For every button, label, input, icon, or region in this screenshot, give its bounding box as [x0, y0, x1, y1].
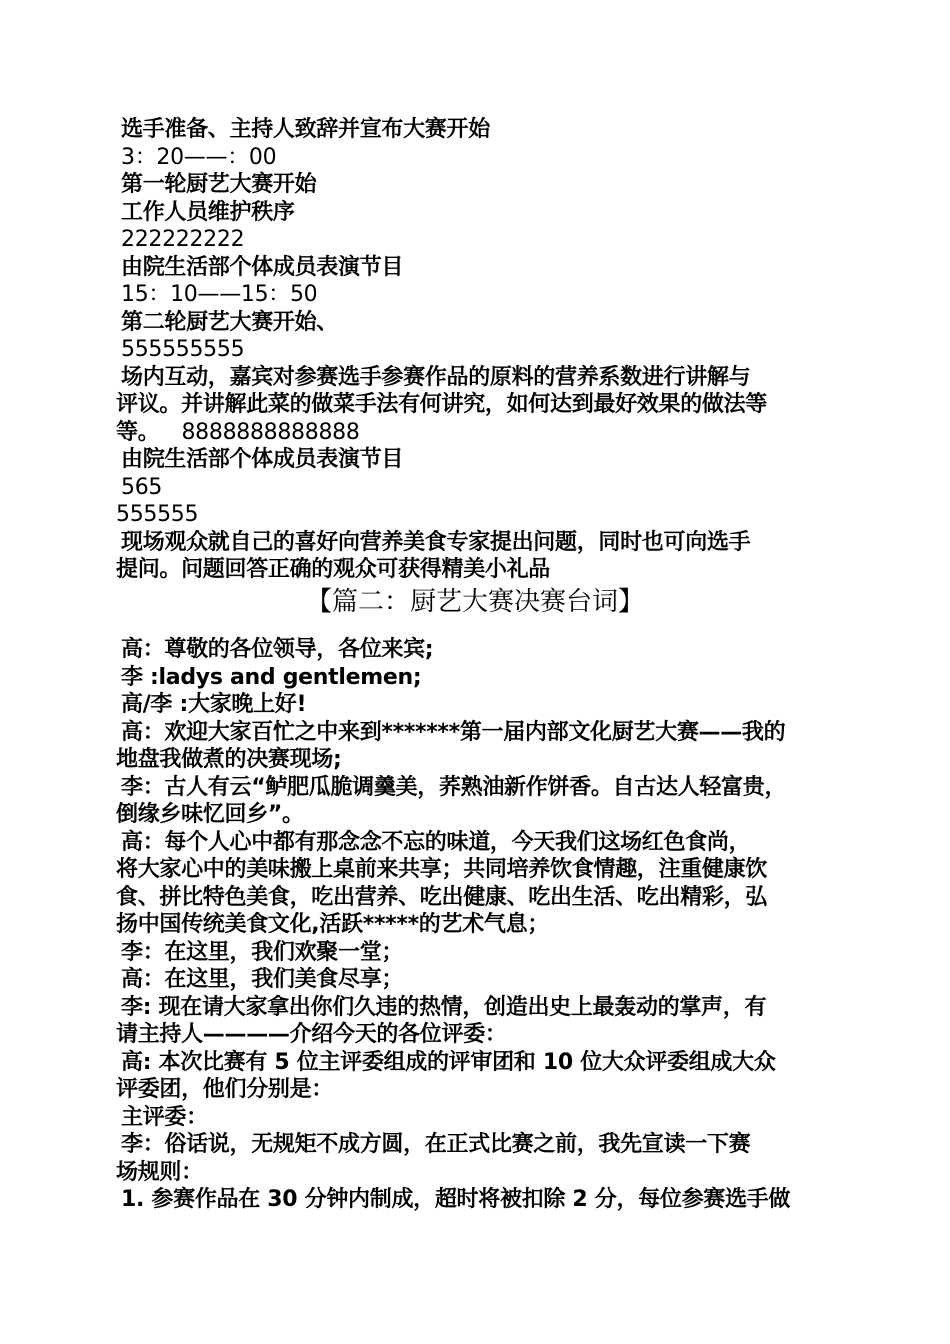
text-line [116, 419, 360, 446]
text-line: 第一轮厨艺大赛开始 [121, 172, 317, 197]
text-line: 1. 参赛作品在 30 分钟内制成，超时将被扣除 2 分，每位参赛选手做 [121, 1187, 791, 1212]
number-segment: 8888888888888 [181, 420, 360, 445]
text-line: 高：尊敬的各位领导，各位来宾; [121, 637, 434, 662]
text-line: 李：在这里，我们欢聚一堂； [121, 940, 404, 965]
text-line: 高：在这里，我们美食尽享； [121, 967, 404, 992]
text-line: 现场观众就自己的喜好向营养美食专家提出问题，同时也可向选手 [121, 530, 751, 555]
text-line: 提问。问题回答正确的观众可获得精美小礼品 [116, 557, 551, 582]
text-line: 3：20——：00 [121, 145, 277, 170]
text-line: 地盘我做煮的决赛现场; [116, 747, 342, 772]
text-line: 555555555 [121, 337, 245, 362]
text-line: 场规则： [116, 1160, 203, 1185]
section-title: 【篇二：厨艺大赛决赛台词】 [305, 587, 644, 617]
text-line: 倒缘乡味忆回乡”。 [116, 802, 304, 827]
text-line: 主评委： [121, 1105, 208, 1130]
text-line: 高：每个人心中都有那念念不忘的味道，今天我们这场红色食尚， [121, 830, 751, 855]
text-line: 李: 现在请大家拿出你们久违的热情，创造出史上最轰动的掌声，有 [121, 995, 767, 1020]
text-segment: 李 :ladys and gentlemen; [121, 665, 422, 690]
text-line: 李：俗话说，无规矩不成方圆，在正式比赛之前，我先宣读一下赛 [121, 1132, 751, 1157]
text-line: 将大家心中的美味搬上桌前来共享；共同培养饮食情趣，注重健康饮 [116, 857, 768, 882]
text-line: 评委团，他们分别是： [116, 1077, 334, 1102]
text-line: 高/李 :大家晚上好! [121, 692, 307, 717]
text-line: 李：古人有云“鲈肥瓜脆调羹美，荞熟油新作饼香。自古达人轻富贵， [121, 775, 787, 800]
text-line: 高: 本次比赛有 5 位主评委组成的评审团和 10 位大众评委组成大众 [121, 1050, 776, 1075]
text-line: 222222222 [121, 227, 245, 252]
text-line: 由院生活部个体成员表演节目 [121, 255, 404, 280]
text-line: 场内互动，嘉宾对参赛选手参赛作品的原料的营养系数进行讲解与 [121, 365, 751, 390]
text-line: 工作人员维护秩序 [121, 200, 295, 225]
text-segment: 等。 [116, 420, 160, 445]
text-line: 565 [121, 475, 163, 500]
text-line: 555555 [116, 502, 199, 527]
text-line: 第二轮厨艺大赛开始、 [121, 310, 339, 335]
text-line [121, 664, 421, 691]
text-line: 食、拼比特色美食，吃出营养、吃出健康、吃出生活、吃出精彩，弘 [116, 885, 768, 910]
text-line: 扬中国传统美食文化,活跃*****的艺术气息； [116, 912, 549, 937]
text-line: 选手准备、主持人致辞并宣布大赛开始 [121, 117, 490, 142]
text-line: 评议。并讲解此菜的做菜手法有何讲究，如何达到最好效果的做法等 [116, 392, 768, 417]
text-line: 高：欢迎大家百忙之中来到*******第一届内部文化厨艺大赛——我的 [121, 720, 786, 745]
text-line: 请主持人————介绍今天的各位评委： [116, 1022, 507, 1047]
text-line: 15：10——15：50 [121, 282, 318, 307]
text-line: 由院生活部个体成员表演节目 [121, 447, 404, 472]
